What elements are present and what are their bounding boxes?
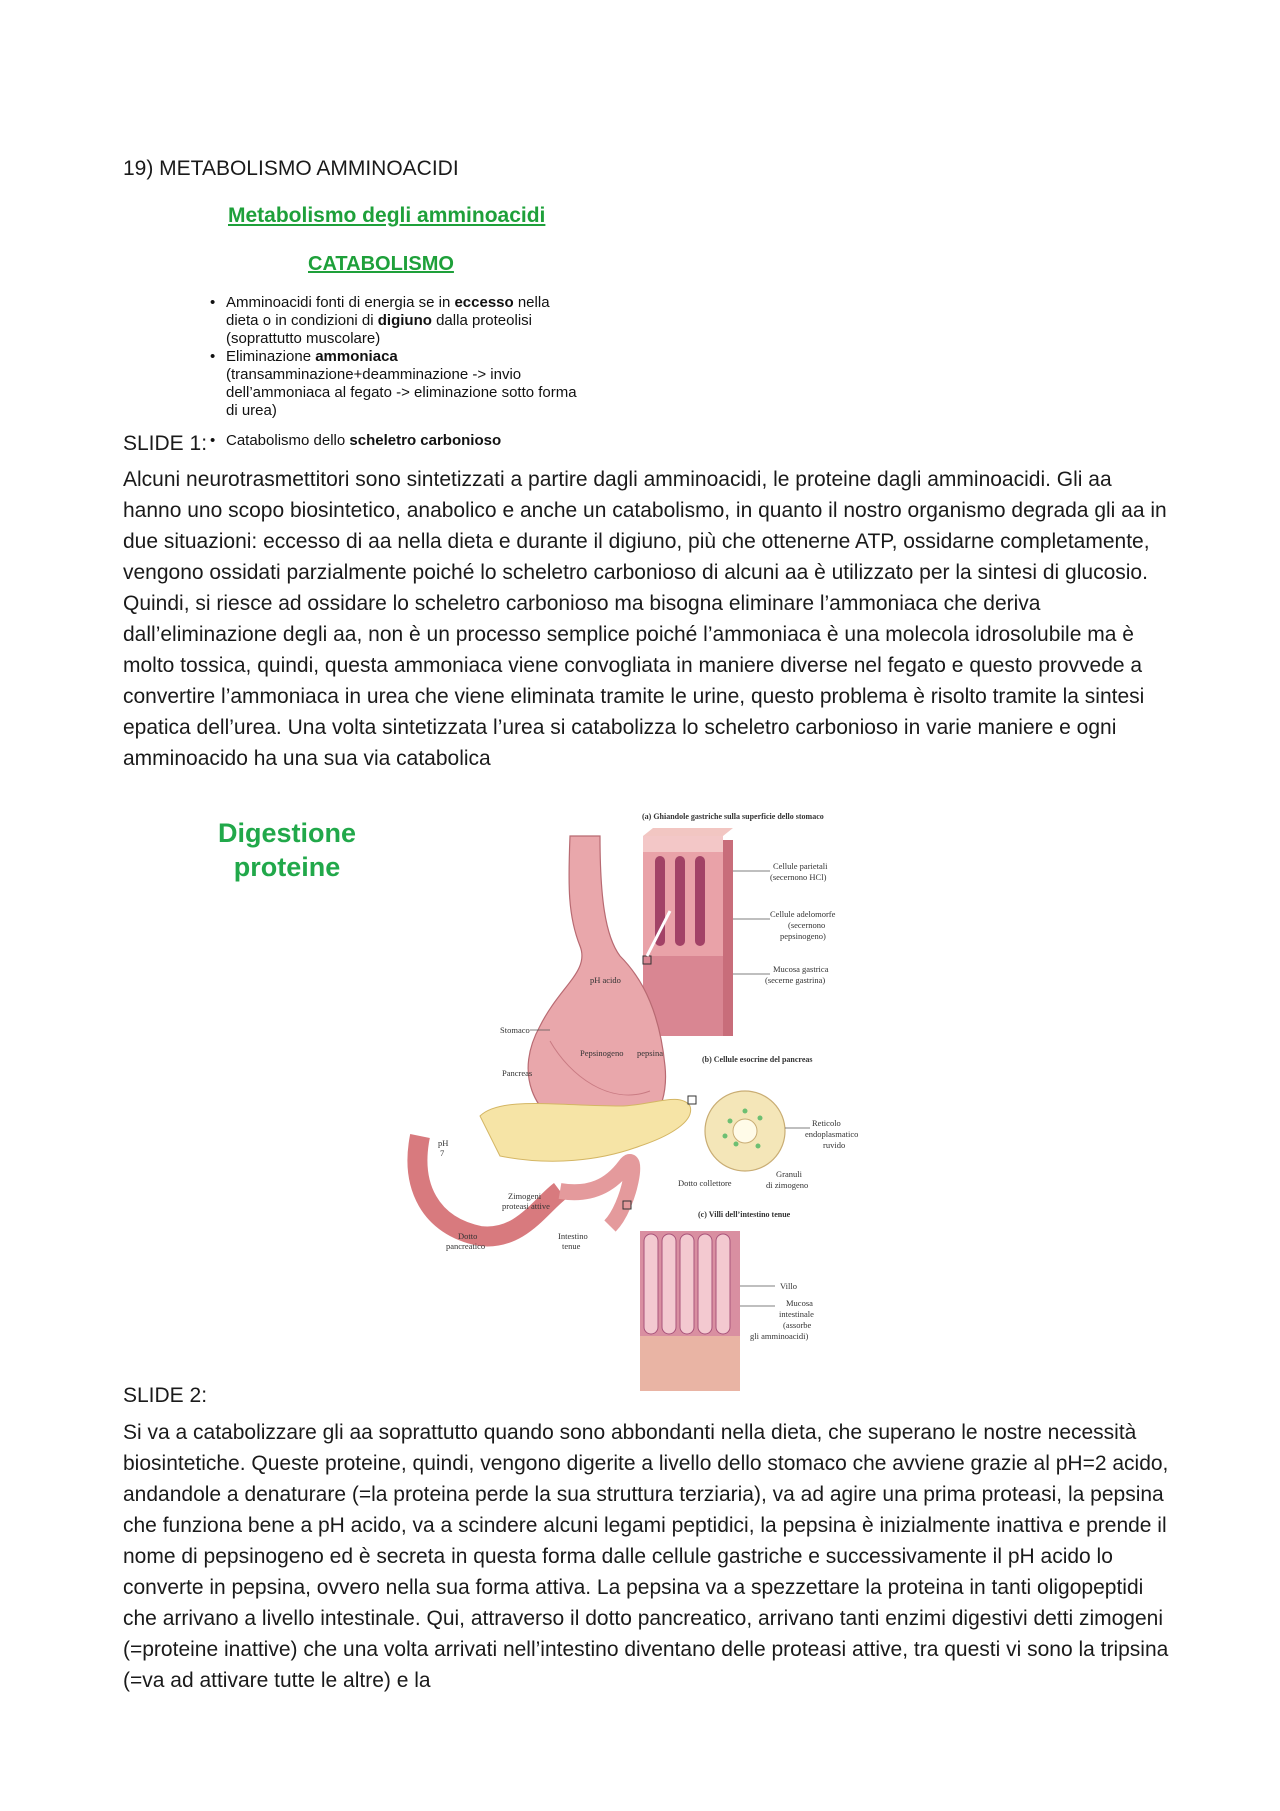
slide1-bullet-1: • Amminoacidi fonti di energia se in eccesso nella dieta o in condizioni di digiuno dalla proteolisi (soprattutto muscolare) [210, 294, 580, 348]
label-zimogeni-2: proteasi attive [502, 1201, 550, 1211]
label-dotto-2: pancreatico [446, 1241, 486, 1251]
label-parietali-1: Cellule parietali [773, 861, 828, 871]
label-intestino-2: tenue [562, 1241, 581, 1251]
slide1-image-heading: Metabolismo degli amminoacidi [228, 204, 546, 227]
label-dotto-1: Dotto [458, 1231, 478, 1241]
label-reticolo-2: endoplasmatico [805, 1129, 859, 1139]
gastric-glands [655, 856, 705, 946]
label-intestino-1: Intestino [558, 1231, 588, 1241]
label-ph: pH [438, 1138, 449, 1148]
label-zimogeni-1: Zimogeni [508, 1191, 542, 1201]
slide1-label: SLIDE 1: [123, 432, 208, 455]
label-parietali-2: (secernono HCl) [770, 872, 827, 882]
slide1-bullet-3: • Catabolismo dello scheletro carbonioso [210, 432, 502, 449]
label-dotto-collettore: Dotto collettore [678, 1178, 732, 1188]
pancreas [480, 1099, 691, 1161]
digestion-figure [440, 806, 920, 1406]
panel-c-label: (c) Villi dell’intestino tenue [698, 1210, 791, 1219]
label-pancreas: Pancreas [502, 1068, 533, 1078]
slide1-paragraph: Alcuni neurotrasmettitori sono sintetizzati a partire dagli amminoacidi, le proteine dagli amminoacidi. Gli aa hanno uno scopo biosintetico, anabolico e anche un catabolismo, in quanto il nostro organismo degrada gli aa in due situazioni: eccesso di aa nella dieta e durante il digiuno, più che ottenerne ATP, ossidarne completamente, vengono ossidati parzialmente poiché lo scheletro carbonioso di alcuni aa è utilizzato per la sintesi di glucosio. Quindi, si riesce ad ossidare lo scheletro carbonioso ma bisogna eliminare l’ammoniaca che deriva dall’eliminazione degli aa, non è un processo semplice poiché l’ammoniaca è una molecola idrosolubile ma è molto tossica, quindi, questa ammoniaca viene convogliata in maniere diverse nel fegato e questo provvede a convertire l’ammoniaca in urea che viene eliminata tramite le urine, questo problema è risolto tramite la sintesi epatica dell’urea. Una volta sintetizzata l’urea si catabolizza lo scheletro carbonioso in varie maniere e ogni amminoacido ha una sua via catabolica [123, 468, 1167, 770]
label-mucosa-intestinale-1: Mucosa [786, 1298, 813, 1308]
slide1-image-subheading: CATABOLISMO [308, 253, 454, 275]
slide1-bullet-2: • Eliminazione ammoniaca (transamminazione+deamminazione -> invio dell’ammoniaca al fegato -> eliminazione sotto forma di urea) [210, 348, 580, 420]
label-ph-val: 7 [440, 1148, 445, 1158]
label-villo: Villo [780, 1281, 797, 1291]
label-stomaco: Stomaco [500, 1025, 530, 1035]
label-ph-acido: pH acido [590, 975, 621, 985]
villi [644, 1234, 730, 1334]
label-mucosa-gastrica-2: (secerne gastrina) [765, 975, 826, 985]
digestion-title-line1: Digestione [217, 818, 357, 848]
label-adelo-3: pepsinogeno) [780, 931, 826, 941]
slide2-paragraph: Si va a catabolizzare gli aa soprattutto quando sono abbondanti nella dieta, che superano le nostre necessità biosintetiche. Queste proteine, quindi, vengono digerite a livello dello stomaco che avviene grazie al pH=2 acido, andandole a denaturare (=la proteina perde la sua struttura terziaria), va ad agire una prima proteasi, la pepsina che funziona bene a pH acido, va a scindere alcuni legami peptidici, la pepsina è inizialmente inattiva e prende il nome di pepsinogeno ed è secreta in questa forma dalle cellule gastriche e successivamente il pH acido lo converte in pepsina, ovvero nella sua forma attiva. La pepsina va a spezzettare la proteina in tanti oligopeptidi che arrivano a livello intestinale. Qui, attraverso il dotto pancreatico, arrivano tanti enzimi digestivi detti zimogeni (=proteine inattive) che una volta arrivati nell’intestino diventano delle proteasi attive, tra questi vi sono la tripsina (=va ad attivare tutte le altre) e la [123, 1421, 1169, 1692]
digestion-title [212, 816, 362, 884]
document-title: 19) METABOLISMO AMMINOACIDI [123, 157, 459, 180]
slide2-label: SLIDE 2: [123, 1384, 208, 1407]
label-granuli-1: Granuli [776, 1169, 802, 1179]
label-reticolo-1: Reticolo [812, 1118, 841, 1128]
label-adelo-1: Cellule adelomorfe [770, 909, 836, 919]
label-mucosa-gastrica-1: Mucosa gastrica [773, 964, 829, 974]
label-adelo-2: (secernono [788, 920, 826, 930]
panel-b-label: (b) Cellule esocrine del pancreas [702, 1055, 813, 1064]
slide1-bullet-list [210, 294, 580, 420]
label-pepsina: pepsina [637, 1048, 663, 1058]
label-reticolo-3: ruvido [823, 1140, 846, 1150]
label-mucosa-intestinale-2: intestinale [779, 1309, 814, 1319]
label-granuli-2: di zimogeno [766, 1180, 809, 1190]
digestion-title-line2: proteine [233, 852, 341, 882]
label-pepsinogeno: Pepsinogeno [580, 1048, 624, 1058]
panel-a-label: (a) Ghiandole gastriche sulla superficie dello stomaco [642, 812, 824, 821]
label-mucosa-intestinale-3: (assorbe [783, 1320, 812, 1330]
label-mucosa-intestinale-4: gli amminoacidi) [750, 1331, 809, 1341]
